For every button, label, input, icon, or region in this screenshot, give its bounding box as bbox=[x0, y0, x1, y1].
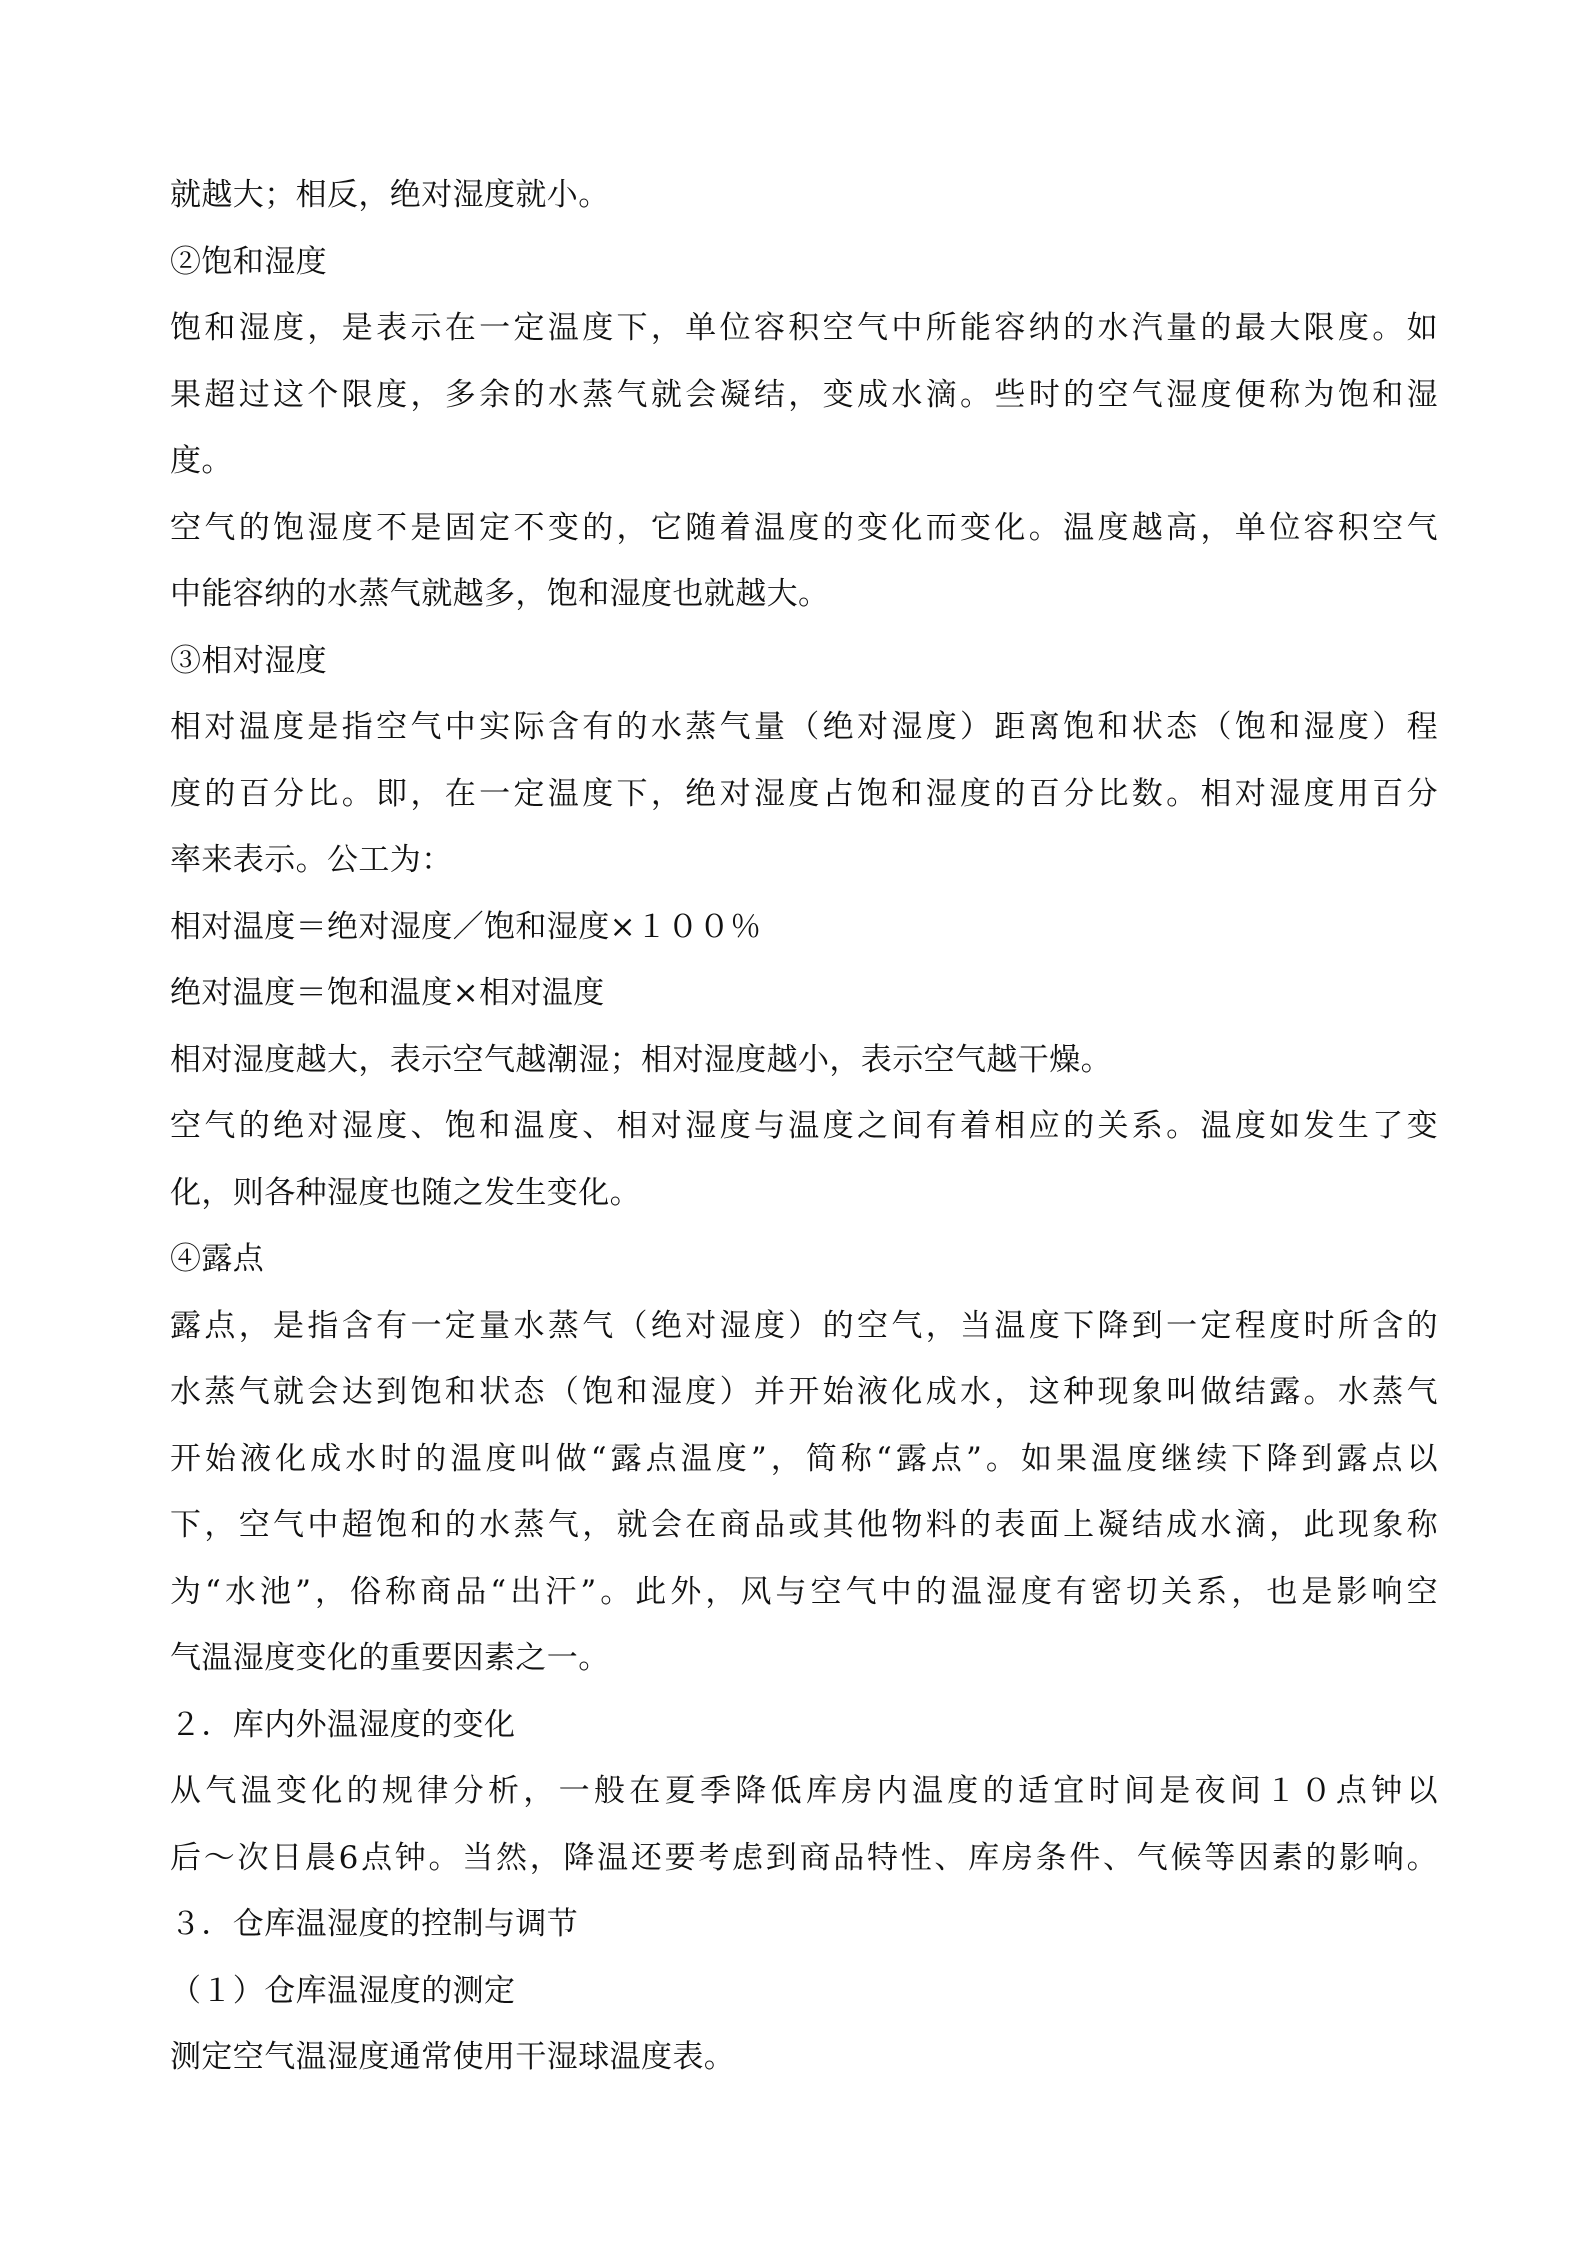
section-heading-dew-point: ④露点 bbox=[170, 1241, 265, 1277]
section-heading-control-regulation: ３．仓库温湿度的控制与调节 bbox=[170, 1906, 579, 1942]
text-line: 下，空气中超饱和的水蒸气，就会在商品或其他物料的表面上凝结成水滴，此现象称 bbox=[170, 1507, 1438, 1543]
text-line: 空气的绝对湿度、饱和温度、相对湿度与温度之间有着相应的关系。温度如发生了变 bbox=[170, 1108, 1438, 1144]
text-line: 露点，是指含有一定量水蒸气（绝对湿度）的空气，当温度下降到一定程度时所含的 bbox=[170, 1307, 1438, 1344]
text-line: 率来表示。公工为： bbox=[170, 842, 453, 878]
text-line: 度的百分比。即，在一定温度下，绝对湿度占饱和湿度的百分比数。相对湿度用百分 bbox=[170, 775, 1438, 812]
text-line: 开始液化成水时的温度叫做“露点温度”，简称“露点”。如果温度继续下降到露点以 bbox=[170, 1440, 1438, 1477]
text-line: 水蒸气就会达到饱和状态（饱和湿度）并开始液化成水，这种现象叫做结露。水蒸气 bbox=[170, 1374, 1438, 1410]
text-line: 相对湿度越大，表示空气越潮湿；相对湿度越小，表示空气越干燥。 bbox=[170, 1041, 1112, 1078]
text-line: 为“水池”，俗称商品“出汗”。此外，风与空气中的温湿度有密切关系，也是影响空 bbox=[170, 1573, 1438, 1610]
text-line: 度。 bbox=[170, 443, 233, 479]
section-heading-saturation-humidity: ②饱和湿度 bbox=[170, 243, 327, 280]
text-line: 相对温度是指空气中实际含有的水蒸气量（绝对湿度）距离饱和状态（饱和湿度）程 bbox=[170, 709, 1438, 745]
text-line: 空气的饱湿度不是固定不变的，它随着温度的变化而变化。温度越高，单位容积空气 bbox=[170, 509, 1438, 546]
text-line: 中能容纳的水蒸气就越多，饱和湿度也就越大。 bbox=[170, 576, 830, 612]
text-line: 饱和湿度，是表示在一定温度下，单位容积空气中所能容纳的水汽量的最大限度。如 bbox=[170, 310, 1438, 346]
formula-absolute-humidity: 绝对温度＝饱和温度×相对温度 bbox=[170, 975, 605, 1011]
text-line: 从气温变化的规律分析，一般在夏季降低库房内温度的适宜时间是夜间１０点钟以 bbox=[170, 1773, 1438, 1809]
text-line: 就越大；相反，绝对湿度就小。 bbox=[170, 177, 610, 213]
document-page bbox=[170, 162, 1438, 2091]
text-line: 后～次日晨6点钟。当然，降温还要考虑到商品特性、库房条件、气候等因素的影响。 bbox=[170, 1839, 1438, 1876]
text-line: 果超过这个限度，多余的水蒸气就会凝结，变成水滴。些时的空气湿度便称为饱和湿 bbox=[170, 376, 1438, 413]
subsection-heading-measurement: （１）仓库温湿度的测定 bbox=[170, 1972, 516, 2009]
section-heading-indoor-outdoor-change: ２．库内外温湿度的变化 bbox=[170, 1706, 516, 1743]
formula-relative-humidity: 相对温度＝绝对湿度／饱和湿度×１００％ bbox=[170, 908, 762, 945]
text-line: 气温湿度变化的重要因素之一。 bbox=[170, 1640, 610, 1676]
text-line: 测定空气温湿度通常使用干湿球温度表。 bbox=[170, 2039, 736, 2075]
section-heading-relative-humidity: ③相对湿度 bbox=[170, 642, 327, 679]
text-line: 化，则各种湿度也随之发生变化。 bbox=[170, 1174, 641, 1211]
